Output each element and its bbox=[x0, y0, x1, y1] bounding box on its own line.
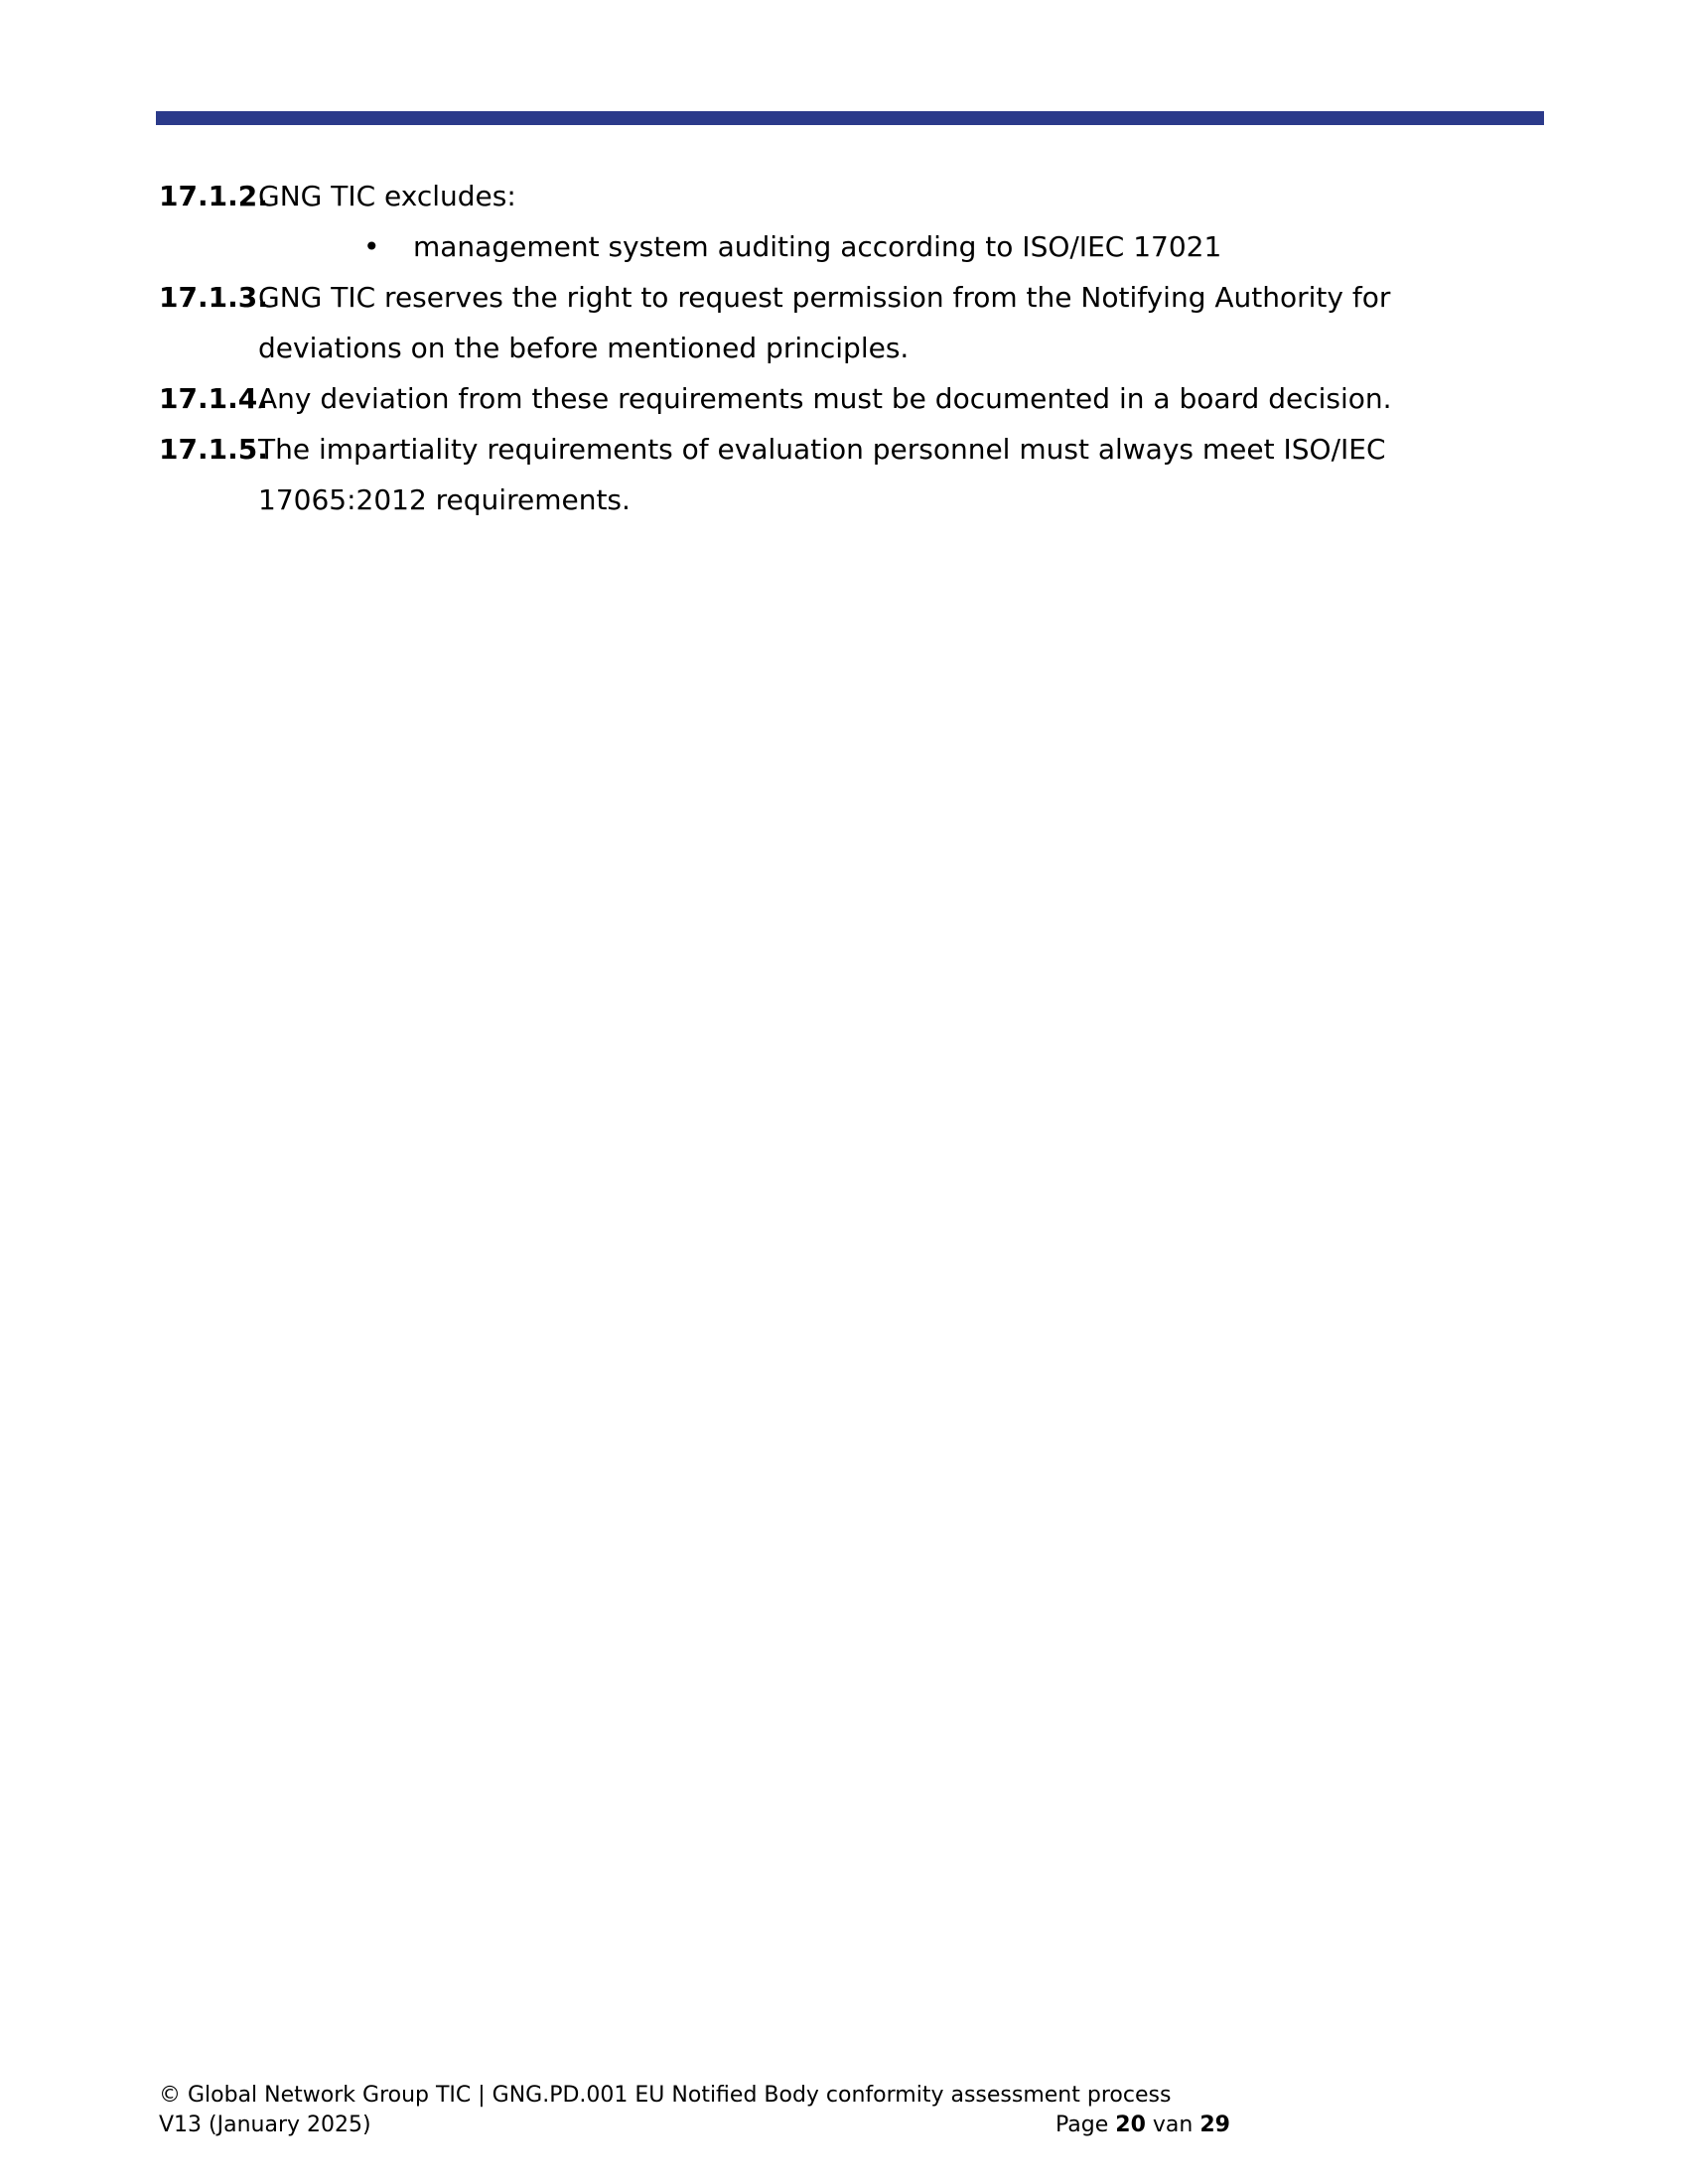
page-total: 29 bbox=[1199, 2113, 1230, 2137]
section-17-1-3 bbox=[159, 272, 1450, 373]
page-footer bbox=[159, 2081, 1230, 2140]
section-number: 17.1.3. bbox=[159, 281, 268, 314]
footer-line bbox=[159, 2111, 1230, 2140]
section-number: 17.1.5. bbox=[159, 433, 268, 466]
footer-version: V13 (January 2025) bbox=[159, 2113, 371, 2137]
section-text: The impartiality requirements of evaluation personnel must always meet ISO/IEC 17065:2012 requirements. bbox=[258, 433, 1386, 516]
section-number: 17.1.2. bbox=[159, 180, 268, 212]
document-body bbox=[159, 171, 1450, 525]
page-word: Page bbox=[1055, 2113, 1109, 2137]
section-17-1-5 bbox=[159, 424, 1450, 525]
section-17-1-2 bbox=[159, 171, 1450, 221]
header-rule bbox=[156, 111, 1544, 125]
bullet-item bbox=[159, 221, 1450, 272]
footer-copyright: © Global Network Group TIC | GNG.PD.001 EU Notified Body conformity assessment process bbox=[159, 2083, 1172, 2108]
section-text: Any deviation from these requirements must be documented in a board decision. bbox=[258, 382, 1392, 415]
section-text: GNG TIC excludes: bbox=[258, 180, 516, 212]
section-number: 17.1.4. bbox=[159, 382, 268, 415]
section-17-1-4 bbox=[159, 373, 1450, 424]
section-text: GNG TIC reserves the right to request permission from the Notifying Authority for deviations on the before mentioned principles. bbox=[258, 281, 1391, 364]
page-indicator bbox=[1055, 2111, 1230, 2140]
page-current: 20 bbox=[1115, 2113, 1146, 2137]
bullet-text: management system auditing according to ISO/IEC 17021 bbox=[413, 230, 1222, 263]
bullet-icon: • bbox=[363, 230, 380, 263]
page-sep: van bbox=[1152, 2113, 1194, 2137]
